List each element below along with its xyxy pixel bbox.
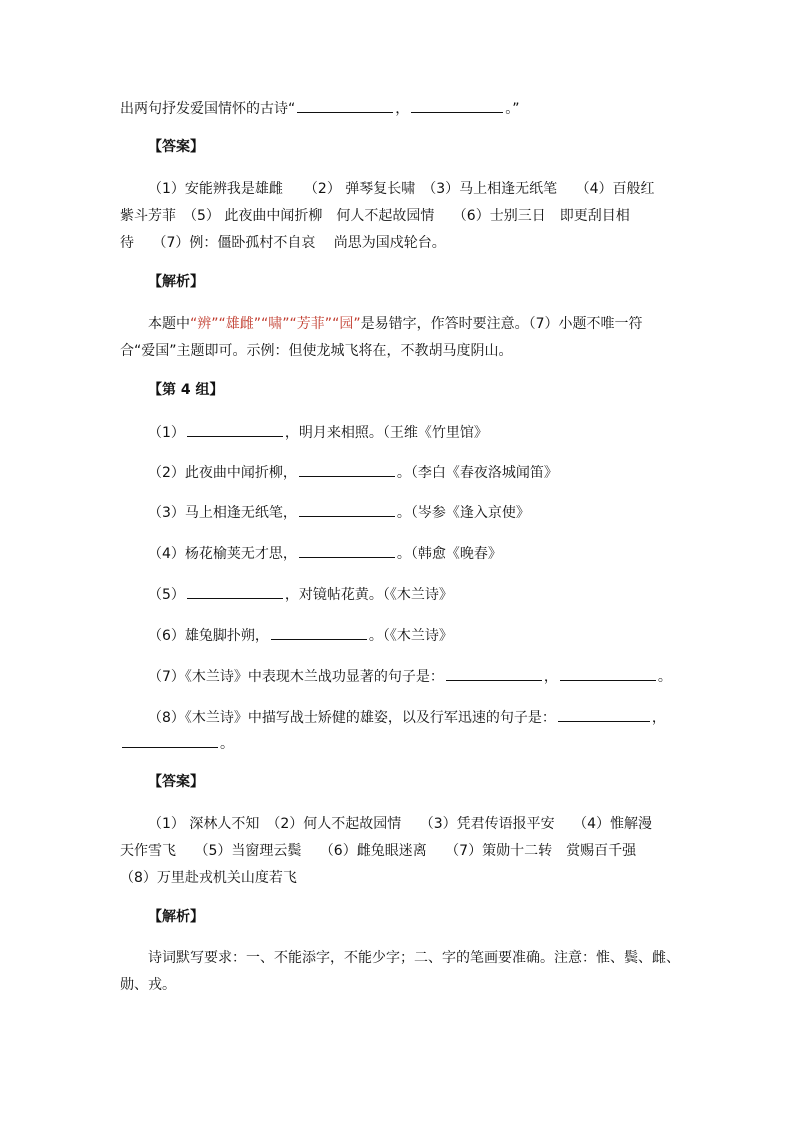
- question-line: （1） ，明月来相照。（王维《竹里馆》: [148, 422, 708, 442]
- error-word: “园”: [332, 316, 361, 332]
- answer-blank: [187, 584, 283, 599]
- answer-blank: [560, 666, 656, 681]
- error-word: “雄雌”: [218, 316, 262, 332]
- answer-blank: [271, 625, 367, 640]
- analysis-heading: 【解析】: [148, 909, 204, 925]
- answer-line: 紫斗芳菲 （5） 此夜曲中闻折柳 何人不起故园情 （6）士别三日 即更刮目相: [120, 208, 630, 224]
- error-word: “啸”: [261, 316, 290, 332]
- answer-blank: [411, 98, 503, 113]
- question-line: （3）马上相逢无纸笔， 。（岑参《逢入京使》: [148, 502, 708, 522]
- answer-line: 待 （7）例：僵卧孤村不自哀 尚思为国戍轮台。: [120, 235, 446, 251]
- group-heading: 【第 4 组】: [148, 382, 224, 398]
- answer-line: （1） 深林人不知 （2）何人不起故园情 （3）凭君传语报平安 （4）惟解漫: [148, 816, 652, 832]
- answer-line: （1）安能辨我是雄雌 （2） 弹琴复长啸 （3）马上相逢无纸笔 （4）百般红: [148, 181, 655, 197]
- question-line: （7）《木兰诗》中表现木兰战功显著的句子是： ， 。: [148, 666, 708, 686]
- question-text: 出两句抒发爱国情怀的古诗“: [120, 101, 296, 117]
- answer-blank: [558, 707, 650, 722]
- question-line-cont: 。: [120, 733, 680, 753]
- question-line: （5） ，对镜帖花黄。（《木兰诗》: [148, 584, 708, 604]
- answer-blank: [297, 98, 393, 113]
- error-word: “芳菲”: [289, 316, 333, 332]
- answer-heading: 【答案】: [148, 774, 204, 790]
- question-line: （2）此夜曲中闻折柳， 。（李白《春夜洛城闻笛》: [148, 462, 708, 482]
- answer-blank: [446, 666, 542, 681]
- answer-blank: [299, 502, 395, 517]
- question-line: 出两句抒发爱国情怀的古诗“ ， 。”: [120, 98, 680, 118]
- answer-blank: [187, 422, 283, 437]
- analysis-heading: 【解析】: [148, 274, 204, 290]
- error-word: “辨”: [190, 316, 219, 332]
- answer-line: 天作雪飞 （5）当窗理云鬓 （6）雌兔眼迷离 （7）策勋十二转 赏赐百千强: [120, 843, 637, 859]
- answer-blank: [122, 733, 218, 748]
- question-line: （4）杨花榆荚无才思， 。（韩愈《晚春》: [148, 543, 708, 563]
- answer-blank: [299, 462, 395, 477]
- answer-heading: 【答案】: [148, 139, 204, 155]
- analysis-line: 勋、戎。: [120, 977, 176, 993]
- analysis-line: 本题中“辨”“雄雌”“啸”“芳菲”“园”是易错字，作答时要注意。（7）小题不唯一符: [148, 316, 643, 332]
- answer-line: （8）万里赴戎机关山度若飞: [120, 870, 297, 886]
- question-line: （8）《木兰诗》中描写战士矫健的雄姿，以及行军迅速的句子是： ，: [148, 707, 708, 727]
- question-line: （6）雄兔脚扑朔， 。（《木兰诗》: [148, 625, 708, 645]
- answer-blank: [299, 543, 395, 558]
- analysis-line: 诗词默写要求：一、不能添字，不能少字；二、字的笔画要准确。注意：惟、鬓、雌、: [148, 950, 680, 966]
- analysis-line: 合“爱国”主题即可。示例：但使龙城飞将在，不教胡马度阴山。: [120, 343, 513, 359]
